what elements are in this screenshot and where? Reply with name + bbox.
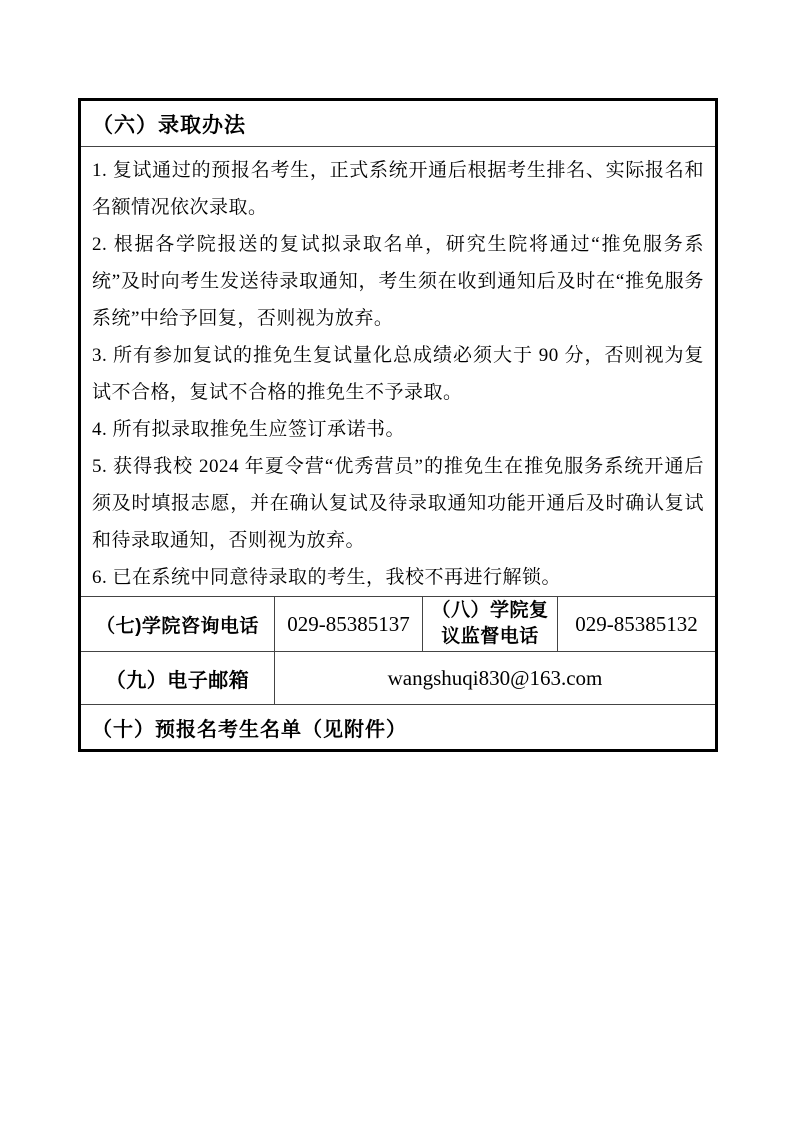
attachment-label: （十）预报名考生名单（见附件） (92, 718, 407, 741)
review-phone-label-cell (423, 597, 558, 651)
review-phone-value-cell (558, 597, 715, 651)
rule-item-1: 1. 复试通过的预报名考生，正式系统开通后根据考生排名、实际报名和名额情况依次录取。 (92, 160, 704, 218)
consult-phone-label-cell (81, 597, 275, 651)
rule-item-5: 5. 获得我校 2024 年夏令营“优秀营员”的推免生在推免服务系统开通后须及时填报志愿，并在确认复试及待录取通知功能开通后及时确认复试和待录取通知，否则视为放弃。 (92, 456, 704, 551)
review-phone-label: （八）学院复议监督电话 (431, 600, 549, 647)
admission-info-table (78, 98, 718, 752)
rule-item-4: 4. 所有拟录取推免生应签订承诺书。 (92, 419, 406, 440)
rule-item-2: 2. 根据各学院报送的复试拟录取名单，研究生院将通过“推免服务系统”及时向考生发送待录取通知，考生须在收到通知后及时在“推免服务系统”中给予回复，否则视为放弃。 (92, 234, 704, 329)
section-header-row (81, 101, 715, 147)
email-row (81, 652, 715, 705)
rule-item-6: 6. 已在系统中同意待录取的考生，我校不再进行解锁。 (92, 567, 562, 588)
email-label: （九）电子邮箱 (105, 669, 250, 692)
review-phone-number: 029-85385132 (575, 611, 698, 636)
section-title: （六）录取办法 (92, 113, 246, 137)
rule-item-3: 3. 所有参加复试的推免生复试量化总成绩必须大于 90 分，否则视为复试不合格，复试不合格的推免生不予录取。 (92, 345, 704, 403)
consult-phone-label: （七)学院咨询电话 (96, 615, 259, 637)
email-label-cell (81, 652, 275, 704)
email-value-cell (275, 652, 715, 704)
admission-rules-cell (81, 147, 715, 597)
attachment-row (81, 705, 715, 749)
email-address: wangshuqi830@163.com (387, 665, 603, 690)
consult-phone-value-cell (275, 597, 423, 651)
consult-phone-number: 029-85385137 (287, 611, 410, 636)
phones-row (81, 597, 715, 652)
